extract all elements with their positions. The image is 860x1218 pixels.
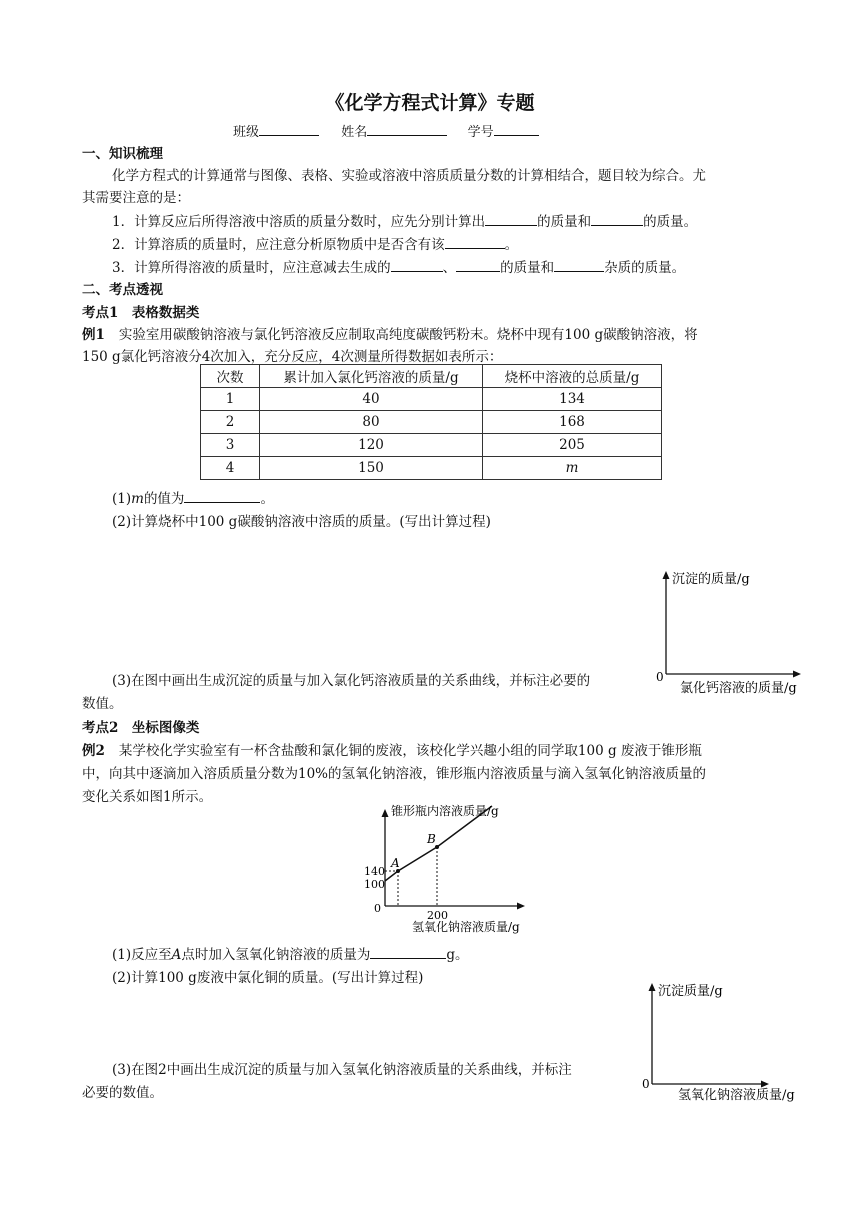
item1-text-b: 的质量和 bbox=[537, 214, 592, 230]
section1-item2 bbox=[112, 233, 518, 253]
item2-text-a: 2．计算溶质的质量时，应注意分析原物质中是否含有该 bbox=[112, 237, 445, 253]
example2-label: 例2 bbox=[82, 743, 105, 759]
figure1-label-b: B bbox=[427, 832, 436, 846]
table-cell: 3 bbox=[201, 434, 260, 457]
table-row bbox=[201, 411, 662, 434]
figure1-y-tick-140: 140 bbox=[364, 865, 385, 878]
example2-line1 bbox=[82, 739, 702, 759]
example1-q3-line1: (3)在图中画出生成沉淀的质量与加入氯化钙溶液质量的关系曲线，并标注必要的 bbox=[112, 673, 591, 689]
q1-text: 的值为 bbox=[143, 491, 185, 507]
e2-q1-suffix: g。 bbox=[446, 947, 469, 963]
e2-q1-point: A bbox=[171, 947, 182, 963]
table-header-row bbox=[201, 365, 662, 388]
name-label: 姓名 bbox=[341, 125, 368, 140]
figure1-y-label: 锥形瓶内溶液质量/g bbox=[391, 804, 499, 818]
example2-q1 bbox=[112, 943, 469, 963]
table-cell: 4 bbox=[201, 457, 260, 480]
name-field[interactable] bbox=[367, 123, 447, 136]
item3-blank1[interactable] bbox=[391, 259, 443, 272]
example1-q1 bbox=[112, 487, 274, 507]
graph2-origin: 0 bbox=[642, 1077, 650, 1091]
figure1-x-tick-200: 200 bbox=[427, 909, 448, 922]
class-label: 班级 bbox=[233, 125, 260, 140]
section1-heading: 一、知识梳理 bbox=[82, 146, 163, 162]
table-cell: 205 bbox=[483, 434, 662, 457]
kaodian1-label: 考点1 表格数据类 bbox=[82, 305, 200, 321]
q1-suffix: 。 bbox=[260, 491, 274, 507]
graph1-x-label: 氯化钙溶液的质量/g bbox=[680, 681, 797, 696]
section1-item1 bbox=[112, 210, 697, 230]
page-title: 《化学方程式计算》专题 bbox=[325, 92, 535, 114]
figure1-x-label: 氢氧化钠溶液质量/g bbox=[412, 920, 520, 934]
item3-text-c: 的质量和 bbox=[500, 260, 555, 276]
example1-line1 bbox=[82, 323, 698, 343]
table-row bbox=[201, 457, 662, 480]
section1-item3 bbox=[112, 256, 685, 276]
item2-blank[interactable] bbox=[445, 236, 505, 249]
item3-blank3[interactable] bbox=[554, 259, 604, 272]
graph2-x-label: 氢氧化钠溶液质量/g bbox=[678, 1088, 795, 1103]
example1-text1: 实验室用碳酸钠溶液与氯化钙溶液反应制取高纯度碳酸钙粉末。烧杯中现有100 g碳酸钠溶液，将 bbox=[118, 327, 698, 343]
example1-label: 例1 bbox=[82, 327, 105, 343]
item3-blank2[interactable] bbox=[456, 259, 500, 272]
figure1-y-tick-100: 100 bbox=[364, 878, 385, 891]
item1-text-a: 1．计算反应后所得溶液中溶质的质量分数时，应先分别计算出 bbox=[112, 214, 486, 230]
table-cell: m bbox=[483, 457, 662, 480]
example2-text1: 某学校化学实验室有一杯含盐酸和氯化铜的废液，该校化学兴趣小组的同学取100 g 废液于锥形瓶 bbox=[118, 743, 702, 759]
example2-q3-line2: 必要的数值。 bbox=[82, 1085, 163, 1101]
e2-q1-prefix: (1)反应至 bbox=[112, 947, 172, 963]
table-header-cell: 次数 bbox=[201, 365, 260, 388]
id-field[interactable] bbox=[494, 123, 539, 136]
table-cell: 80 bbox=[260, 411, 483, 434]
e2-q1-answer-blank[interactable] bbox=[370, 946, 446, 959]
item1-text-c: 的质量。 bbox=[643, 214, 698, 230]
class-field[interactable] bbox=[259, 123, 319, 136]
graph1-y-label: 沉淀的质量/g bbox=[672, 572, 750, 587]
table-cell: 1 bbox=[201, 388, 260, 411]
table-cell: 134 bbox=[483, 388, 662, 411]
section1-intro-line1: 化学方程式的计算通常与图像、表格、实验或溶液中溶质质量分数的计算相结合，题目较为综合。尤 bbox=[112, 168, 706, 184]
item3-text-d: 杂质的质量。 bbox=[604, 260, 686, 276]
table-row bbox=[201, 388, 662, 411]
example1-line2: 150 g氯化钙溶液分4次加入，充分反应，4次测量所得数据如表所示： bbox=[82, 349, 503, 365]
item3-text-b: 、 bbox=[442, 260, 457, 276]
table-cell: 2 bbox=[201, 411, 260, 434]
table-header-cell: 烧杯中溶液的总质量/g bbox=[483, 365, 662, 388]
e2-q1-text: 点时加入氢氧化钠溶液的质量为 bbox=[181, 947, 371, 963]
item2-text-b: 。 bbox=[504, 237, 519, 253]
item1-blank1[interactable] bbox=[485, 213, 537, 226]
example2-line2: 中，向其中逐滴加入溶质质量分数为10%的氢氧化钠溶液，锥形瓶内溶液质量与滴入氢氧化钠溶液质量的 bbox=[82, 766, 707, 782]
graph1-origin: 0 bbox=[656, 670, 664, 684]
id-label: 学号 bbox=[467, 125, 494, 140]
answer-graph-1 bbox=[650, 568, 820, 698]
table-cell: 40 bbox=[260, 388, 483, 411]
q1-prefix: (1) bbox=[112, 491, 132, 507]
q1-answer-blank[interactable] bbox=[184, 490, 260, 503]
graph2-y-label: 沉淀质量/g bbox=[658, 984, 723, 999]
table-header-cell: 累计加入氯化钙溶液的质量/g bbox=[260, 365, 483, 388]
section1-intro-line2: 其需要注意的是： bbox=[82, 190, 190, 206]
example2-q3-line1: (3)在图2中画出生成沉淀的质量与加入氢氧化钠溶液质量的关系曲线，并标注 bbox=[112, 1062, 572, 1078]
kaodian2-label: 考点2 坐标图像类 bbox=[82, 720, 200, 736]
table-cell: 120 bbox=[260, 434, 483, 457]
item3-text-a: 3．计算所得溶液的质量时，应注意减去生成的 bbox=[112, 260, 391, 276]
header-fields bbox=[233, 121, 539, 140]
q1-variable: m bbox=[131, 491, 144, 507]
answer-graph-2 bbox=[636, 978, 808, 1106]
example2-q2: (2)计算100 g废液中氯化铜的质量。(写出计算过程) bbox=[112, 970, 424, 986]
example1-q3-line2: 数值。 bbox=[82, 696, 123, 712]
example2-line3: 变化关系如图1所示。 bbox=[82, 789, 213, 805]
figure1-origin: 0 bbox=[374, 902, 381, 915]
item1-blank2[interactable] bbox=[591, 213, 643, 226]
table-row bbox=[201, 434, 662, 457]
figure-1-graph bbox=[360, 800, 540, 938]
table-cell: 150 bbox=[260, 457, 483, 480]
figure1-label-a: A bbox=[391, 856, 400, 870]
example1-q2: (2)计算烧杯中100 g碳酸钠溶液中溶质的质量。(写出计算过程) bbox=[112, 514, 491, 530]
data-table bbox=[200, 364, 662, 480]
section2-heading: 二、考点透视 bbox=[82, 282, 163, 298]
table-cell: 168 bbox=[483, 411, 662, 434]
